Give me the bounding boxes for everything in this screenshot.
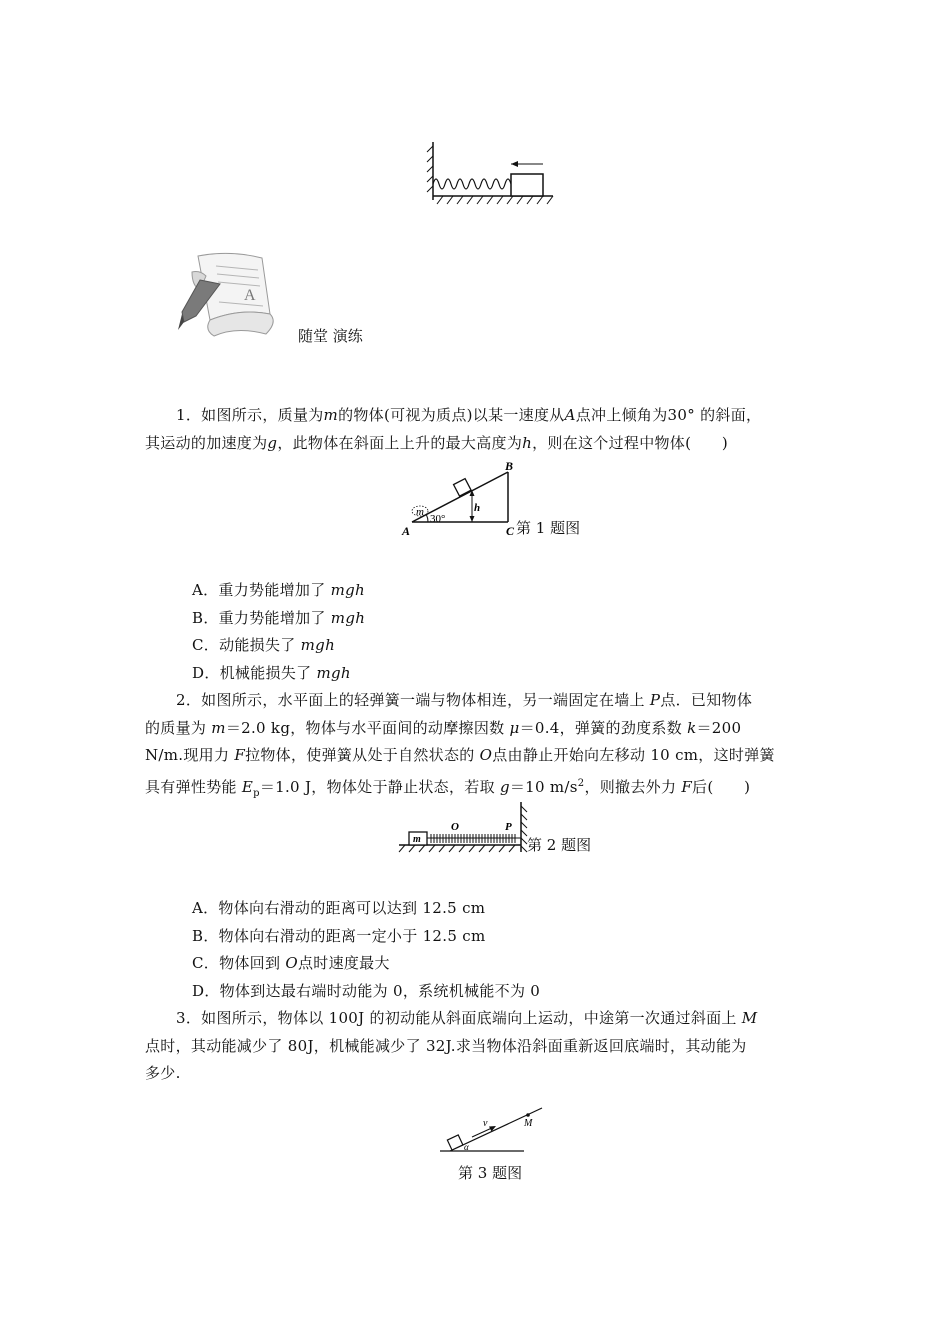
- q1-stem-text: 1．如图所示，质量为: [176, 406, 324, 424]
- q2-option-c-text: 点时速度最大: [297, 954, 390, 972]
- q2-stem-line-1: [176, 693, 752, 708]
- q1-var-A: A: [564, 406, 576, 424]
- q2-var-F: F: [681, 778, 693, 796]
- q1-option-c-text: C．动能损失了: [192, 636, 301, 654]
- q3-stem-line-2: 点时，其动能减少了 80J，机械能减少了 32J.求当物体沿斜面重新返回底端时，其动能为: [145, 1037, 747, 1055]
- q1-var-g: g: [267, 434, 278, 452]
- q2-stem-text: 后( ): [692, 778, 751, 796]
- q3-incline-figure: [438, 1106, 548, 1156]
- q2-var-O: O: [479, 746, 493, 764]
- q1-fig-label-m: m: [416, 506, 424, 518]
- q1-stem-line-1: [176, 408, 761, 423]
- q2-stem-text: ＝1.0 J，物体处于静止状态，若取: [259, 778, 500, 796]
- q2-stem-text: 拉物体，使弹簧从处于自然状态的: [245, 746, 480, 764]
- q2-stem-text: N/m.现用力: [145, 746, 235, 764]
- q1-var-h: h: [522, 434, 533, 452]
- q1-option-c-expr: mgh: [300, 636, 336, 654]
- q1-option-c: [192, 638, 335, 653]
- q2-var-F: F: [234, 746, 246, 764]
- q1-figure-caption: 第 1 题图: [516, 519, 581, 537]
- q2-stem-line-3: [145, 748, 775, 763]
- q1-option-b: [192, 611, 365, 626]
- q2-subscript-p: p: [253, 788, 260, 799]
- q1-var-m: m: [323, 406, 339, 424]
- q2-stem-text: 点．已知物体: [660, 691, 753, 709]
- q2-option-b: B．物体向右滑动的距离一定小于 12.5 cm: [192, 927, 486, 945]
- q1-fig-label-A: A: [402, 524, 411, 538]
- q2-stem-text: 点由静止开始向左移动 10 cm，这时弹簧: [492, 746, 775, 764]
- q2-option-c: [192, 956, 390, 971]
- q1-stem-text: ，此物体在斜面上上升的最大高度为: [277, 434, 523, 452]
- q2-option-c-text: C．物体回到: [192, 954, 286, 972]
- q1-option-a-expr: mgh: [330, 581, 365, 599]
- q1-option-a-text: A．重力势能增加了: [192, 581, 331, 599]
- svg-text:A: A: [244, 287, 256, 304]
- q2-superscript-2: 2: [577, 778, 585, 789]
- q1-fig-label-C: C: [506, 524, 515, 538]
- q3-fig-label-M: M: [524, 1118, 533, 1129]
- q2-fig-label-m: m: [413, 834, 421, 845]
- q2-fig-label-P: P: [505, 821, 512, 833]
- q1-stem-text: 的物体(可视为质点)以某一速度从: [338, 406, 565, 424]
- q3-stem-text: 3．如图所示，物体以 100J 的初动能从斜面底端向上运动，中途第一次通过斜面上: [176, 1009, 742, 1027]
- q2-option-c-var: O: [285, 954, 298, 972]
- q1-stem-text: 其运动的加速度为: [145, 434, 268, 452]
- q2-spring-figure: [395, 800, 529, 856]
- q3-fig-label-alpha: α: [464, 1142, 469, 1152]
- q2-stem-text: ＝2.0 kg，物体与水平面间的动摩擦因数: [225, 719, 510, 737]
- q2-option-d: D．物体到达最右端时动能为 0，系统机械能不为 0: [192, 982, 541, 1000]
- q3-fig-label-v: v: [483, 1118, 488, 1129]
- spring-block-figure: [425, 138, 557, 210]
- q2-stem-line-2: [145, 721, 741, 736]
- q2-var-g: g: [499, 778, 510, 796]
- q2-var-m: m: [211, 719, 226, 737]
- q2-stem-text: 的质量为: [145, 719, 212, 737]
- q1-option-d-expr: mgh: [316, 664, 351, 682]
- q2-stem-text: ＝10 m/s: [509, 778, 578, 796]
- q1-fig-label-h: h: [474, 502, 481, 514]
- q2-var-mu: μ: [509, 719, 520, 737]
- q1-fig-label-B: B: [505, 459, 514, 473]
- paper-scroll-pencil-icon: [170, 250, 288, 340]
- q2-stem-text: ＝0.4，弹簧的劲度系数: [519, 719, 688, 737]
- q1-option-a: [192, 583, 365, 598]
- q2-stem-text: 2．如图所示，水平面上的轻弹簧一端与物体相连，另一端固定在墙上: [176, 691, 650, 709]
- q2-var-P: P: [649, 691, 661, 709]
- q2-option-a: A．物体向右滑动的距离可以达到 12.5 cm: [192, 899, 486, 917]
- q3-figure-caption: 第 3 题图: [458, 1164, 523, 1182]
- q2-stem-text: ，则撤去外力: [584, 778, 682, 796]
- q1-stem-line-2: [145, 436, 728, 451]
- q2-var-k: k: [687, 719, 697, 737]
- q1-fig-label-angle: 30°: [430, 513, 446, 525]
- q3-stem-line-1: [176, 1011, 757, 1026]
- q1-option-b-text: B．重力势能增加了: [192, 609, 331, 627]
- q2-stem-text: ＝200: [696, 719, 742, 737]
- q2-stem-line-4: [145, 776, 750, 801]
- q1-option-d-text: D．机械能损失了: [192, 664, 317, 682]
- q1-option-b-expr: mgh: [330, 609, 366, 627]
- section-title: 随堂 演练: [298, 327, 363, 345]
- q2-var-E: E: [241, 778, 254, 796]
- q1-incline-figure: [398, 460, 514, 540]
- q1-stem-text: ，则在这个过程中物体( ): [532, 434, 728, 452]
- q3-stem-line-3: 多少.: [145, 1064, 181, 1082]
- q1-option-d: [192, 666, 351, 681]
- q3-var-M: M: [741, 1009, 758, 1027]
- q2-figure-caption: 第 2 题图: [527, 836, 592, 854]
- q2-fig-label-O: O: [451, 821, 459, 833]
- q1-stem-text: 点冲上倾角为30° 的斜面，: [575, 406, 762, 424]
- q2-stem-text: 具有弹性势能: [145, 778, 242, 796]
